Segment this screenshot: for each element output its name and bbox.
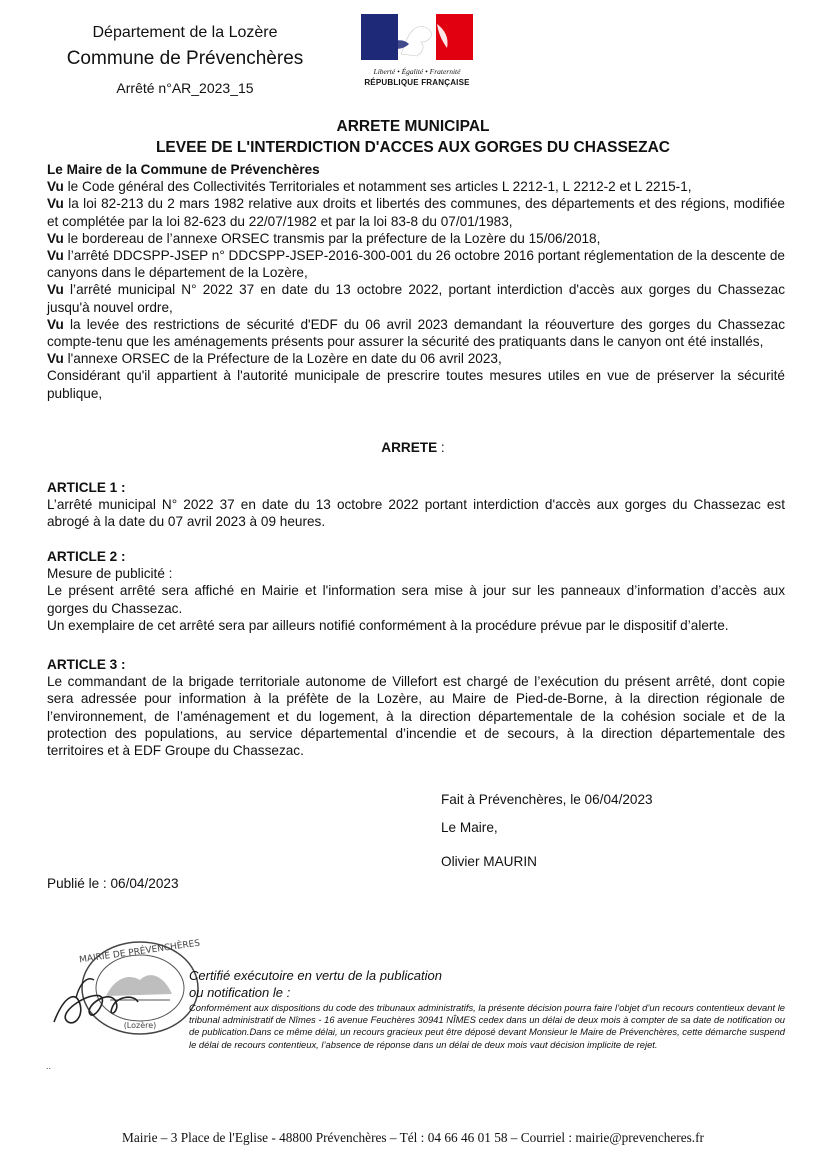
vu-keyword: Vu bbox=[47, 316, 64, 332]
arrete-number: Arrêté n°AR_2023_15 bbox=[116, 80, 254, 96]
article-title: ARTICLE 1 : bbox=[47, 480, 126, 495]
vu-keyword: Vu bbox=[47, 351, 64, 367]
published-date: Publié le : 06/04/2023 bbox=[47, 876, 179, 891]
vu-item bbox=[47, 247, 785, 281]
vu-text: la levée des restrictions de sécurité d'EDF du 06 avril 2023 demandant la réouverture des gorges du Chassezac compte-tenu que les aménagements présents pour assurer la sécurité des pratiquants dans le canyon ont été installés, bbox=[47, 316, 785, 350]
considerant: Considérant qu'il appartient à l'autorité municipale de prescrire toutes mesures utiles en vue de préserver la sécurité publique, bbox=[47, 368, 785, 401]
article-2 bbox=[47, 548, 785, 634]
vu-text: l'annexe ORSEC de la Préfecture de la Lozère en date du 06 avril 2023, bbox=[63, 351, 502, 367]
marianne-emblem-icon bbox=[361, 14, 473, 60]
department-name: Département de la Lozère bbox=[92, 24, 278, 41]
signature-block bbox=[441, 791, 653, 870]
republic-name: RÉPUBLIQUE FRANÇAISE bbox=[364, 78, 470, 87]
mayor-name: Olivier MAURIN bbox=[441, 854, 537, 869]
vu-keyword: Vu bbox=[47, 179, 64, 195]
certification-line-1: Certifié exécutoire en vertu de la publication bbox=[189, 968, 442, 983]
article-title: ARTICLE 3 : bbox=[47, 657, 126, 672]
article-1 bbox=[47, 479, 785, 531]
article-text: Mesure de publicité : bbox=[47, 566, 173, 582]
article-text: L’arrêté municipal N° 2022 37 en date du 13 octobre 2022 portant interdiction d'accès aux gorges du Chassezac est abrogé à la date du 07 avril 2023 à 09 heures. bbox=[47, 497, 785, 530]
vu-keyword: Vu bbox=[47, 196, 64, 212]
arrete-word: ARRETE bbox=[381, 440, 438, 455]
article-title: ARTICLE 2 : bbox=[47, 549, 126, 564]
vu-item bbox=[47, 178, 785, 195]
place-date: Fait à Prévenchères, le 06/04/2023 bbox=[441, 792, 653, 807]
article-text: Le commandant de la brigade territoriale autonome de Villefort est chargé de l’exécution du présent arrêté, dont copie sera adressée pour information à la préfète de la Lozère, au Maire de Pied-de-Borne, à la direction régionale de l’environnement, de l’aménagement et du logement, à la direction départementale de la cohésion sociale et de la protection des populations, au service départemental d’incendie et de secours, à la direction départementale des territoires et à EDF Groupe du Chassezac. bbox=[47, 674, 785, 759]
preamble bbox=[47, 161, 785, 402]
vu-text: l’arrêté DDCSPP-JSEP n° DDCSPP-JSEP-2016-300-001 du 26 octobre 2016 portant réglementation de la descente de canyons dans le département de la Lozère, bbox=[47, 248, 785, 281]
vu-item bbox=[47, 195, 785, 229]
stamp-text-top: MAIRIE DE PRÉVENCHÈRES bbox=[78, 938, 200, 966]
legal-notice: Conformément aux dispositions du code des tribunaux administratifs, la présente décision pourra faire l’objet d’un recours contentieux devant le tribunal administratif de Nîmes - 16 avenue Feuchères 30941 NÎMES cedex dans un délai de deux mois à compter de sa date de notification ou de publication.Dans ce même délai, un recours gracieux peut être déposé devant Monsieur le Maire de Prévenchères, cette démarche suspend le délai de recours contentieux, l’absence de réponse dans un délai de deux mois vaut décision implicite de rejet. bbox=[189, 1002, 785, 1050]
mayor-role: Le Maire, bbox=[441, 820, 498, 835]
commune-name: Commune de Prévenchères bbox=[66, 48, 304, 69]
stray-mark: .. bbox=[46, 1061, 52, 1071]
title-line-2: LEVEE DE L'INTERDICTION D'ACCES AUX GORGES DU CHASSEZAC bbox=[155, 139, 671, 156]
document-title bbox=[0, 116, 826, 158]
arrete-heading bbox=[0, 440, 826, 455]
maire-line: Le Maire de la Commune de Prévenchères bbox=[47, 162, 320, 177]
republic-motto: Liberté • Égalité • Fraternité bbox=[373, 67, 461, 76]
mairie-stamp bbox=[50, 936, 200, 1036]
footer-address: Mairie – 3 Place de l'Eglise - 48800 Prévenchères – Tél : 04 66 46 01 58 – Courriel : mairie@prevencheres.fr bbox=[122, 1130, 704, 1145]
vu-item bbox=[47, 316, 785, 350]
certification-block bbox=[189, 968, 785, 1051]
vu-text: le bordereau de l’annexe ORSEC transmis par la préfecture de la Lozère du 15/06/2018, bbox=[63, 230, 601, 246]
certification-line-2: ou notification le : bbox=[189, 984, 291, 1000]
article-3 bbox=[47, 656, 785, 759]
stamp-text-bottom: (Lozère) bbox=[123, 1021, 157, 1030]
article-text: Le présent arrêté sera affiché en Mairie et l'information sera mise à jour sur les panneaux d’information d’accès aux gorges du Chassezac. bbox=[47, 583, 785, 616]
vu-keyword: Vu bbox=[47, 282, 64, 298]
vu-item bbox=[47, 350, 785, 367]
vu-text: la loi 82-213 du 2 mars 1982 relative aux droits et libertés des communes, des départements et des régions, modifiée et complétée par la loi 82-623 du 22/07/1982 et par la loi 83-8 du 07/01/1983, bbox=[47, 196, 785, 229]
header-block bbox=[30, 22, 340, 98]
certification-title bbox=[189, 968, 785, 1001]
arrete-colon: : bbox=[437, 440, 445, 455]
vu-keyword: Vu bbox=[47, 248, 64, 264]
vu-item bbox=[47, 281, 785, 315]
vu-item bbox=[47, 230, 785, 247]
article-text: Un exemplaire de cet arrêté sera par ailleurs notifié conformément à la procédure prévue par le dispositif d’alerte. bbox=[47, 617, 729, 633]
vu-text: le Code général des Collectivités Territoriales et notamment ses articles L 2212-1, L 2212-2 et L 2215-1, bbox=[63, 179, 692, 195]
marianne-logo bbox=[361, 14, 473, 86]
vu-keyword: Vu bbox=[47, 230, 64, 246]
stamp-seal-icon bbox=[50, 936, 200, 1036]
vu-text: l’arrêté municipal N° 2022 37 en date du 13 octobre 2022, portant interdiction d'accès aux gorges du Chassezac jusqu'à nouvel ordre, bbox=[47, 282, 785, 315]
title-line-1: ARRETE MUNICIPAL bbox=[336, 118, 490, 135]
